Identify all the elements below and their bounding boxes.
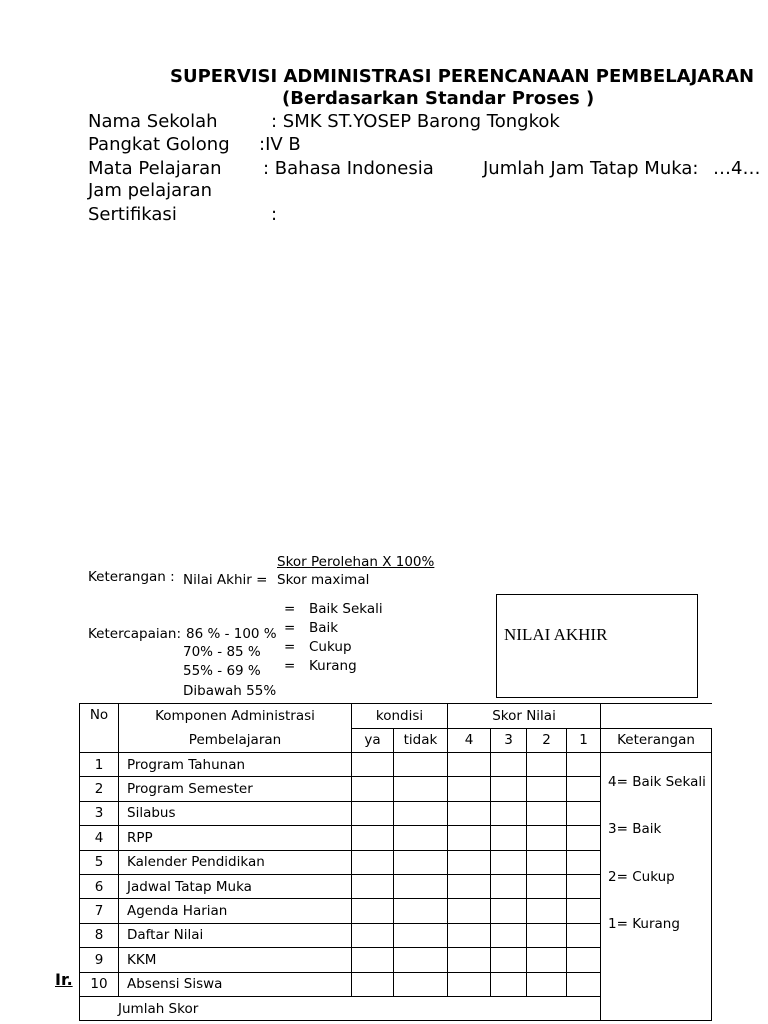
skor-4-cell [448,801,491,825]
document-title: SUPERVISI ADMINISTRASI PERENCANAAN PEMBELAJARAN [170,66,755,87]
skor-3-cell [491,923,527,947]
skor-2-cell [527,948,567,972]
skor-2-cell [527,972,567,996]
keterangan-legend [601,753,712,1021]
kondisi-ya-cell [352,753,394,777]
skor-1-cell [567,753,601,777]
legend-item: 2= Cukup [608,868,675,885]
keterangan-label: Keterangan : [88,569,175,585]
legend-item: 4= Baik Sekali [608,774,706,790]
legend-item: 3= Baik [608,821,662,838]
header-komponen-line2: Pembelajaran [188,732,282,748]
document-subtitle: (Berdasarkan Standar Proses ) [282,88,595,109]
pangkat-value: :IV B [259,134,301,155]
nilai-akhir-label: Nilai Akhir = [183,572,268,588]
row-number: 7 [80,899,119,923]
row-number: 8 [80,923,119,947]
kondisi-ya-cell [352,972,394,996]
skor-1-cell [567,777,601,801]
header-skor-3: 3 [491,728,527,753]
nama-sekolah-value: : SMK ST.YOSEP Barong Tongkok [271,111,560,132]
margin-mark: Ir. [55,970,73,989]
header-keterangan: Keterangan [601,728,712,753]
grade-equals: = [284,601,296,617]
header-skor-4: 4 [448,728,491,753]
row-number: 4 [80,826,119,850]
kondisi-tidak-cell [394,826,448,850]
component-name: Absensi Siswa [119,972,352,996]
range-55-69: 55% - 69 % [183,663,261,679]
skor-2-cell [527,777,567,801]
jam-pelajaran-label: Jam pelajaran [88,180,212,201]
header-skor-nilai: Skor Nilai [448,704,601,729]
skor-2-cell [527,874,567,898]
skor-4-cell [448,948,491,972]
grade-kurang: Kurang [309,658,357,674]
formula-numerator: Skor Perolehan X 100% [277,554,435,570]
mata-pelajaran-value: : Bahasa Indonesia [263,158,434,179]
row-number: 1 [80,753,119,777]
header-ya: ya [352,728,394,753]
kondisi-tidak-cell [394,777,448,801]
skor-3-cell [491,850,527,874]
skor-2-cell [527,899,567,923]
kondisi-ya-cell [352,899,394,923]
grade-equals: = [284,658,296,674]
skor-3-cell [491,972,527,996]
skor-4-cell [448,874,491,898]
skor-1-cell [567,826,601,850]
kondisi-tidak-cell [394,753,448,777]
grade-equals: = [284,639,296,655]
table-row [80,753,712,777]
skor-3-cell [491,826,527,850]
kondisi-ya-cell [352,777,394,801]
kondisi-tidak-cell [394,972,448,996]
component-name: Silabus [119,801,352,825]
kondisi-ya-cell [352,801,394,825]
skor-2-cell [527,801,567,825]
row-number: 6 [80,874,119,898]
grade-baik: Baik [309,620,339,636]
kondisi-tidak-cell [394,948,448,972]
row-number: 10 [80,972,119,996]
skor-1-cell [567,972,601,996]
row-number: 9 [80,948,119,972]
table-header-row [80,704,712,729]
component-name: Program Tahunan [119,753,352,777]
pangkat-label: Pangkat Golong [88,134,230,155]
ketercapaian-label: Ketercapaian: [88,626,182,642]
skor-1-cell [567,850,601,874]
kondisi-ya-cell [352,850,394,874]
skor-4-cell [448,899,491,923]
component-name: RPP [119,826,352,850]
kondisi-ya-cell [352,923,394,947]
formula-denominator: Skor maximal [277,572,370,588]
assessment-table [79,703,712,1021]
header-skor-1: 1 [567,728,601,753]
nama-sekolah-label: Nama Sekolah [88,111,218,132]
header-tidak: tidak [394,728,448,753]
skor-1-cell [567,948,601,972]
skor-4-cell [448,826,491,850]
grade-cukup: Cukup [309,639,352,655]
header-kondisi: kondisi [352,704,448,729]
kondisi-ya-cell [352,874,394,898]
skor-4-cell [448,777,491,801]
header-komponen-line1: Komponen Administrasi [155,708,315,724]
nilai-akhir-box-label: NILAI AKHIR [504,625,608,644]
jumlah-skor-label: Jumlah Skor [80,996,601,1020]
header-no: No [80,704,119,753]
sertifikasi-value: : [271,204,278,225]
jumlah-jam-value: …4… [713,158,761,179]
component-name: Kalender Pendidikan [119,850,352,874]
skor-4-cell [448,923,491,947]
component-name: Program Semester [119,777,352,801]
nilai-akhir-box [496,594,698,698]
range-below-55: Dibawah 55% [183,683,277,699]
kondisi-tidak-cell [394,874,448,898]
row-number: 5 [80,850,119,874]
legend-item: 1= Kurang [608,916,680,933]
skor-4-cell [448,753,491,777]
kondisi-tidak-cell [394,899,448,923]
mata-pelajaran-label: Mata Pelajaran [88,158,222,179]
grade-equals: = [284,620,296,636]
range-86-100: 86 % - 100 % [186,626,277,642]
skor-1-cell [567,874,601,898]
skor-3-cell [491,948,527,972]
component-name: Agenda Harian [119,899,352,923]
skor-3-cell [491,874,527,898]
header-keterangan-top-cell [601,704,712,729]
row-number: 3 [80,801,119,825]
kondisi-ya-cell [352,948,394,972]
skor-1-cell [567,801,601,825]
skor-3-cell [491,777,527,801]
component-name: Jadwal Tatap Muka [119,874,352,898]
skor-2-cell [527,923,567,947]
skor-2-cell [527,826,567,850]
header-skor-2: 2 [527,728,567,753]
range-70-85: 70% - 85 % [183,644,261,660]
jumlah-jam-label: Jumlah Jam Tatap Muka: [483,158,699,179]
skor-3-cell [491,899,527,923]
skor-3-cell [491,753,527,777]
kondisi-tidak-cell [394,801,448,825]
grade-baik-sekali: Baik Sekali [309,601,383,617]
component-name: KKM [119,948,352,972]
skor-2-cell [527,753,567,777]
skor-4-cell [448,972,491,996]
skor-2-cell [527,850,567,874]
kondisi-tidak-cell [394,850,448,874]
skor-1-cell [567,899,601,923]
header-komponen [119,704,352,753]
kondisi-tidak-cell [394,923,448,947]
row-number: 2 [80,777,119,801]
component-name: Daftar Nilai [119,923,352,947]
sertifikasi-label: Sertifikasi [88,204,177,225]
skor-3-cell [491,801,527,825]
skor-1-cell [567,923,601,947]
kondisi-ya-cell [352,826,394,850]
skor-4-cell [448,850,491,874]
